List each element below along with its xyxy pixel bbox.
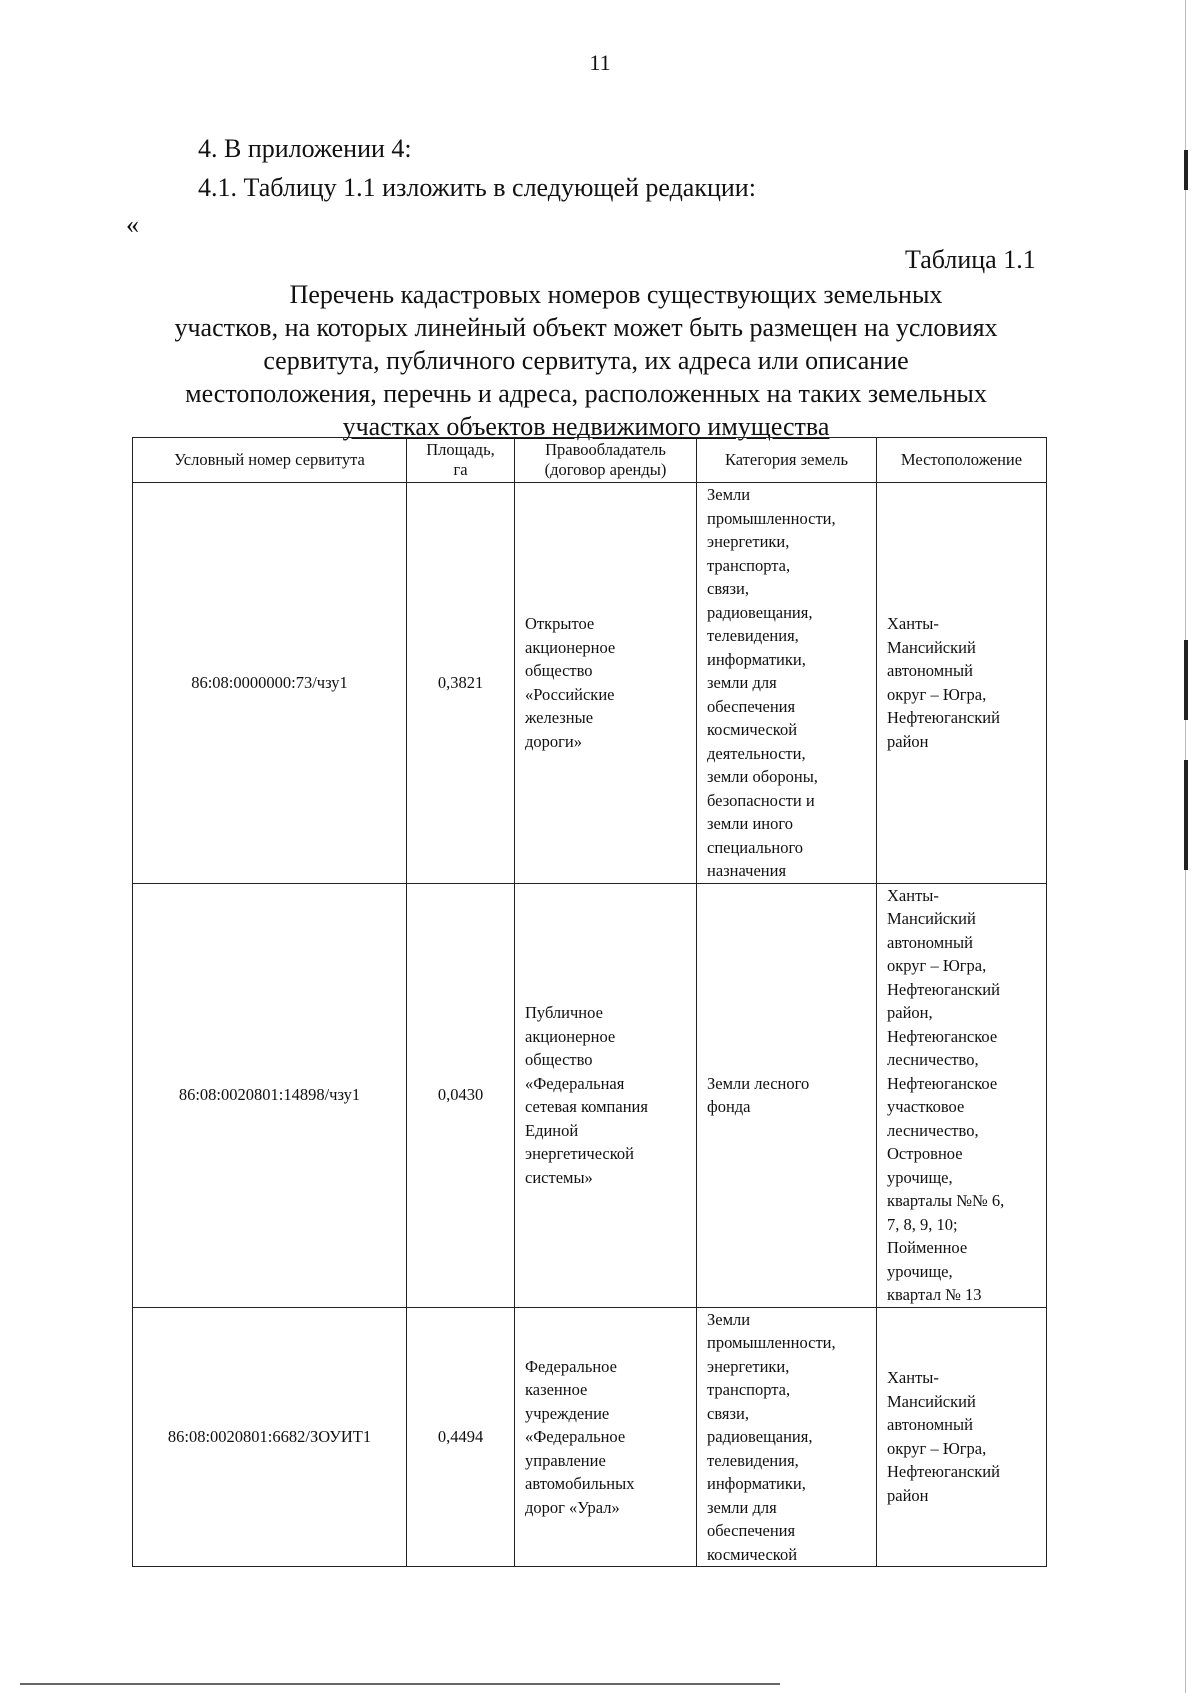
caption-line: местоположения, перечнь и адреса, расположенных на таких земельных xyxy=(185,379,987,408)
table-row xyxy=(133,483,1047,884)
caption-line: Перечень кадастровых номеров существующих земельных xyxy=(289,280,943,309)
cell-location: Ханты- Мансийский автономный округ – Югра, Нефтеюганский район xyxy=(877,1307,1047,1567)
page-number: 11 xyxy=(589,50,611,75)
header-area: Площадь, га xyxy=(407,438,515,483)
cell-location: Ханты- Мансийский автономный округ – Югра, Нефтеюганский район xyxy=(877,483,1047,884)
caption-line: участков, на которых линейный объект может быть размещен на условиях xyxy=(174,313,998,342)
header-holder: Правообладатель (договор аренды) xyxy=(515,438,697,483)
cell-category: Земли промышленности, энергетики, транспорта, связи, радиовещания, телевидения, информатики, земли для обеспечения космической деятельности, земли обороны, безопасности и земли иного специального назначения xyxy=(697,483,877,884)
open-quote: « xyxy=(126,210,139,239)
cell-holder: Публичное акционерное общество «Федеральная сетевая компания Единой энергетической системы» xyxy=(515,883,697,1307)
table-caption xyxy=(124,278,1048,443)
caption-line: сервитута, публичного сервитута, их адреса или описание xyxy=(263,346,909,375)
cell-area: 0,3821 xyxy=(407,483,515,884)
section-instruction: 4.1. Таблицу 1.1 изложить в следующей редакции: xyxy=(198,173,756,202)
cell-category: Земли лесного фонда xyxy=(697,883,877,1307)
header-number: Условный номер сервитута xyxy=(133,438,407,483)
table-row xyxy=(133,883,1047,1307)
scan-edge-mark xyxy=(1184,760,1188,870)
caption-line: участках объектов недвижимого имущества xyxy=(342,412,830,441)
section-heading: 4. В приложении 4: xyxy=(198,134,412,163)
cell-location: Ханты- Мансийский автономный округ – Югра, Нефтеюганский район, Нефтеюганское лесничество, Нефтеюганское участковое лесничество, Островное урочище, кварталы №№ 6, 7, 8, 9, 10; Пойменное урочище, квартал № 13 xyxy=(877,883,1047,1307)
cell-area: 0,0430 xyxy=(407,883,515,1307)
cell-number: 86:08:0000000:73/чзу1 xyxy=(133,483,407,884)
cell-number: 86:08:0020801:6682/ЗОУИТ1 xyxy=(133,1307,407,1567)
scan-edge-mark xyxy=(1184,640,1188,720)
servitude-table xyxy=(132,437,1047,1567)
table-label: Таблица 1.1 xyxy=(905,245,1036,274)
header-category: Категория земель xyxy=(697,438,877,483)
cell-number: 86:08:0020801:14898/чзу1 xyxy=(133,883,407,1307)
cell-holder: Открытое акционерное общество «Российские железные дороги» xyxy=(515,483,697,884)
cell-category: Земли промышленности, энергетики, транспорта, связи, радиовещания, телевидения, информатики, земли для обеспечения космической xyxy=(697,1307,877,1567)
cell-area: 0,4494 xyxy=(407,1307,515,1567)
table-row xyxy=(133,1307,1047,1567)
table-header-row xyxy=(133,438,1047,483)
cell-holder: Федеральное казенное учреждение «Федеральное управление автомобильных дорог «Урал» xyxy=(515,1307,697,1567)
header-location: Местоположение xyxy=(877,438,1047,483)
scan-edge-mark xyxy=(1184,150,1188,190)
scan-bottom-line xyxy=(20,1683,780,1685)
